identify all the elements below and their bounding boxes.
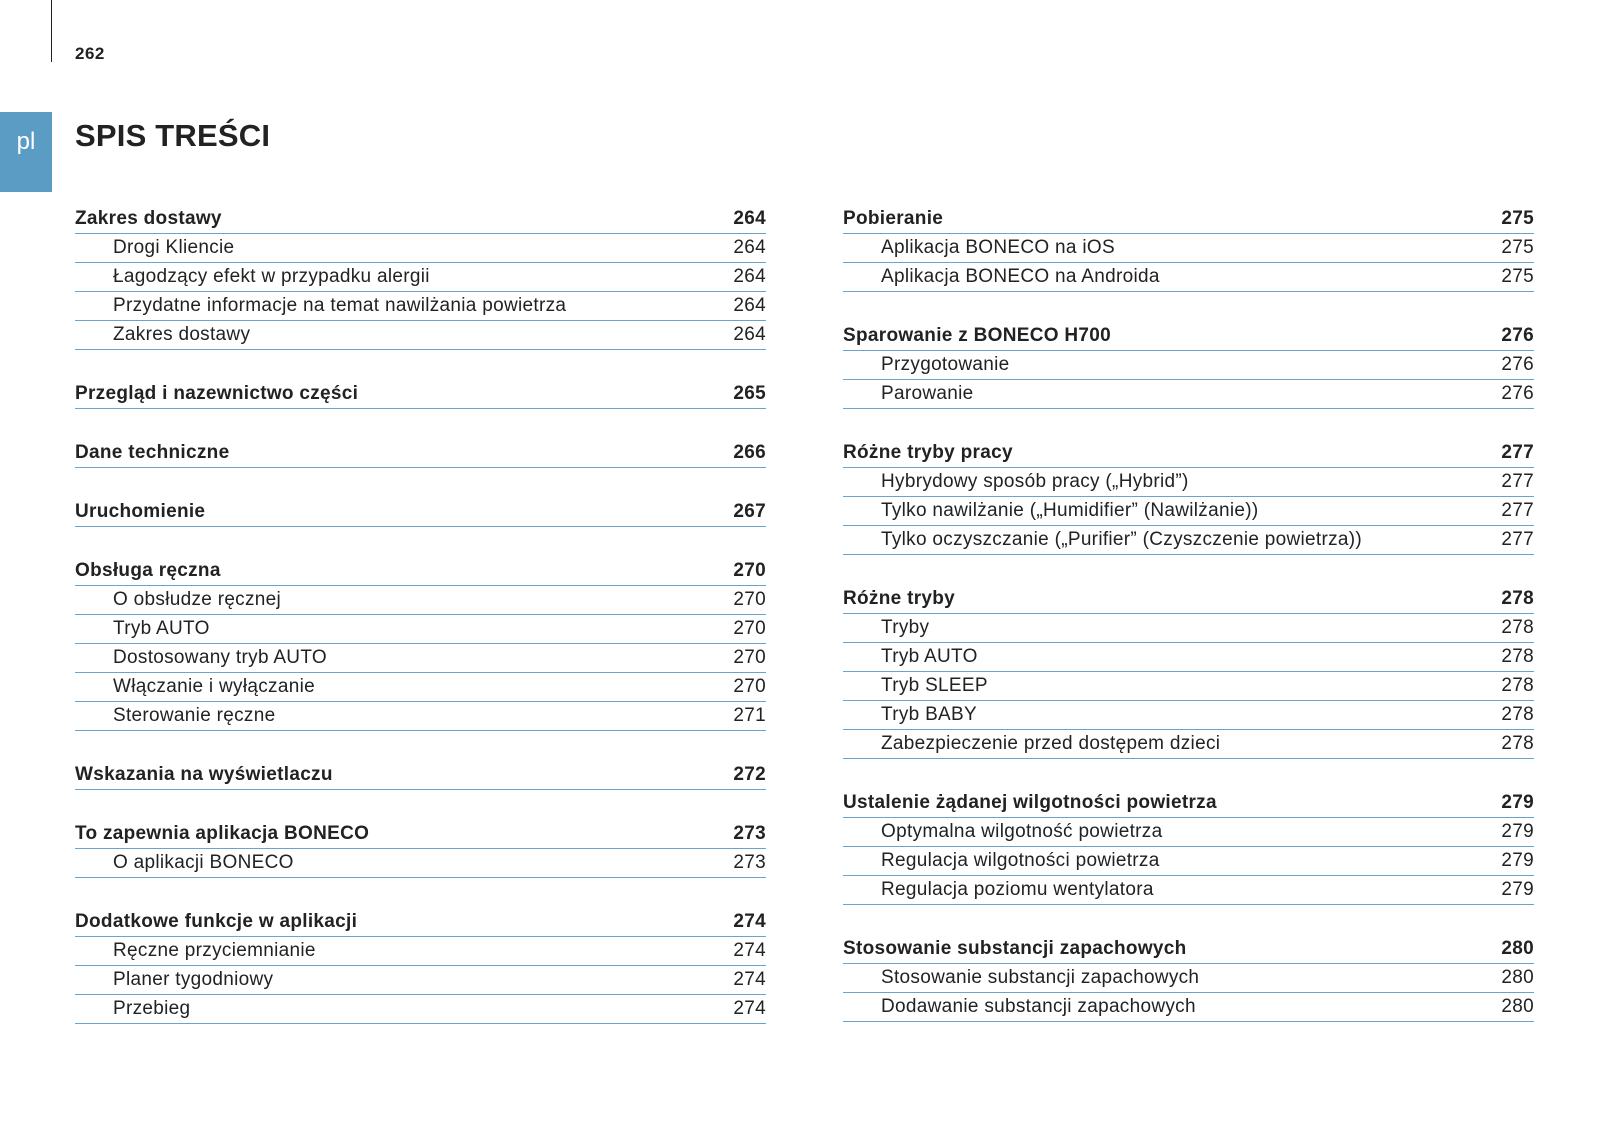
- toc-entry-page: 270: [733, 676, 766, 697]
- toc-entry-page: 276: [1501, 354, 1534, 375]
- toc-entry-title: Ręczne przyciemnianie: [113, 940, 316, 961]
- toc-entry-title: Regulacja poziomu wentylatora: [881, 879, 1154, 900]
- toc-chapter-entry[interactable]: [75, 557, 766, 586]
- toc-entry-page: 270: [733, 560, 766, 581]
- toc-chapter-entry[interactable]: [843, 585, 1534, 614]
- toc-subentry[interactable]: [843, 263, 1534, 292]
- toc-entry-title: Łagodzący efekt w przypadku alergii: [113, 266, 430, 287]
- toc-entry-title: Hybrydowy sposób pracy („Hybrid”): [881, 471, 1189, 492]
- toc-chapter-entry[interactable]: [843, 205, 1534, 234]
- toc-section: [843, 935, 1534, 1022]
- toc-entry-page: 274: [733, 940, 766, 961]
- margin-line: [51, 0, 52, 62]
- toc-entry-page: 278: [1501, 733, 1534, 754]
- toc-section: [75, 908, 766, 1024]
- toc-entry-title: Dostosowany tryb AUTO: [113, 647, 327, 668]
- toc-entry-page: 276: [1501, 383, 1534, 404]
- toc-section: [843, 322, 1534, 409]
- toc-entry-title: Tryb AUTO: [881, 646, 978, 667]
- toc-chapter-entry[interactable]: [75, 908, 766, 937]
- toc-entry-title: Tryb AUTO: [113, 618, 210, 639]
- toc-subentry[interactable]: [843, 730, 1534, 759]
- toc-section: [843, 585, 1534, 759]
- toc-entry-title: Włączanie i wyłączanie: [113, 676, 315, 697]
- toc-entry-title: Przegląd i nazewnictwo części: [75, 383, 359, 404]
- toc-entry-title: Stosowanie substancji zapachowych: [843, 938, 1187, 959]
- toc-entry-page: 264: [733, 237, 766, 258]
- toc-entry-title: Dane techniczne: [75, 442, 230, 463]
- language-tab: pl: [0, 112, 52, 192]
- toc-entry-title: Aplikacja BONECO na iOS: [881, 237, 1115, 258]
- toc-entry-page: 279: [1501, 821, 1534, 842]
- toc-entry-page: 275: [1501, 208, 1534, 229]
- toc-entry-page: 278: [1501, 646, 1534, 667]
- toc-chapter-entry[interactable]: [843, 322, 1534, 351]
- toc-entry-title: O obsłudze ręcznej: [113, 589, 282, 610]
- toc-section: [75, 439, 766, 468]
- toc-section: [843, 439, 1534, 555]
- toc-subentry[interactable]: [843, 614, 1534, 643]
- toc-entry-title: O aplikacji BONECO: [113, 852, 294, 873]
- toc-entry-page: 279: [1501, 879, 1534, 900]
- toc-chapter-entry[interactable]: [75, 761, 766, 790]
- toc-chapter-entry[interactable]: [843, 439, 1534, 468]
- toc-subentry[interactable]: [843, 847, 1534, 876]
- toc-chapter-entry[interactable]: [75, 439, 766, 468]
- toc-section: [843, 789, 1534, 905]
- toc-entry-page: 274: [733, 969, 766, 990]
- toc-entry-title: Dodatkowe funkcje w aplikacji: [75, 911, 358, 932]
- toc-entry-page: 280: [1501, 967, 1534, 988]
- toc-entry-title: Sterowanie ręczne: [113, 705, 276, 726]
- toc-entry-title: Parowanie: [881, 383, 974, 404]
- toc-subentry[interactable]: [75, 937, 766, 966]
- toc-entry-title: Drogi Kliencie: [113, 237, 235, 258]
- toc-subentry[interactable]: [75, 234, 766, 263]
- toc-entry-page: 273: [733, 852, 766, 873]
- toc-entry-page: 277: [1501, 500, 1534, 521]
- toc-subentry[interactable]: [843, 876, 1534, 905]
- toc-section: [75, 380, 766, 409]
- toc-entry-title: Zakres dostawy: [113, 324, 251, 345]
- toc-subentry[interactable]: [843, 468, 1534, 497]
- toc-entry-page: 264: [733, 208, 766, 229]
- toc-left-column: [75, 205, 766, 1054]
- toc-entry-page: 278: [1501, 675, 1534, 696]
- toc-entry-page: 266: [733, 442, 766, 463]
- toc-entry-title: Ustalenie żądanej wilgotności powietrza: [843, 792, 1217, 813]
- toc-subentry[interactable]: [843, 497, 1534, 526]
- toc-entry-title: Tylko nawilżanie („Humidifier” (Nawilżanie)): [881, 500, 1259, 521]
- toc-entry-page: 264: [733, 266, 766, 287]
- toc-subentry[interactable]: [75, 702, 766, 731]
- toc-entry-page: 264: [733, 295, 766, 316]
- toc-subentry[interactable]: [843, 380, 1534, 409]
- toc-entry-title: Tryby: [881, 617, 930, 638]
- toc-entry-page: 277: [1501, 529, 1534, 550]
- toc-subentry[interactable]: [843, 818, 1534, 847]
- toc-right-column: [843, 205, 1534, 1052]
- toc-chapter-entry[interactable]: [75, 380, 766, 409]
- toc-entry-page: 279: [1501, 792, 1534, 813]
- page-title: SPIS TREŚCI: [75, 118, 271, 153]
- toc-subentry[interactable]: [843, 643, 1534, 672]
- toc-subentry[interactable]: [75, 995, 766, 1024]
- toc-entry-title: Optymalna wilgotność powietrza: [881, 821, 1163, 842]
- toc-entry-title: To zapewnia aplikacja BONECO: [75, 823, 370, 844]
- toc-entry-title: Planer tygodniowy: [113, 969, 274, 990]
- toc-entry-page: 278: [1501, 704, 1534, 725]
- toc-entry-page: 277: [1501, 471, 1534, 492]
- toc-subentry[interactable]: [75, 263, 766, 292]
- toc-subentry[interactable]: [75, 615, 766, 644]
- toc-entry-page: 278: [1501, 617, 1534, 638]
- toc-subentry[interactable]: [75, 644, 766, 673]
- toc-section: [75, 820, 766, 878]
- toc-entry-title: Tryb BABY: [881, 704, 977, 725]
- toc-subentry[interactable]: [843, 701, 1534, 730]
- toc-entry-title: Wskazania na wyświetlaczu: [75, 764, 333, 785]
- toc-entry-page: 276: [1501, 325, 1534, 346]
- toc-entry-page: 274: [733, 998, 766, 1019]
- toc-entry-page: 267: [733, 501, 766, 522]
- toc-subentry[interactable]: [75, 321, 766, 350]
- toc-entry-title: Różne tryby: [843, 588, 956, 609]
- toc-entry-title: Tryb SLEEP: [881, 675, 988, 696]
- toc-entry-page: 278: [1501, 588, 1534, 609]
- toc-entry-title: Uruchomienie: [75, 501, 206, 522]
- toc-entry-title: Tylko oczyszczanie („Purifier” (Czyszczenie powietrza)): [881, 529, 1363, 550]
- toc-entry-title: Sparowanie z BONECO H700: [843, 325, 1111, 346]
- toc-entry-title: Dodawanie substancji zapachowych: [881, 996, 1196, 1017]
- toc-entry-title: Różne tryby pracy: [843, 442, 1013, 463]
- toc-entry-page: 280: [1501, 996, 1534, 1017]
- toc-entry-title: Aplikacja BONECO na Androida: [881, 266, 1160, 287]
- toc-chapter-entry[interactable]: [75, 820, 766, 849]
- toc-entry-page: 277: [1501, 442, 1534, 463]
- toc-entry-page: 272: [733, 764, 766, 785]
- toc-subentry[interactable]: [843, 672, 1534, 701]
- toc-subentry[interactable]: [843, 234, 1534, 263]
- toc-entry-page: 270: [733, 647, 766, 668]
- toc-chapter-entry[interactable]: [843, 789, 1534, 818]
- toc-subentry[interactable]: [75, 673, 766, 702]
- toc-section: [75, 557, 766, 731]
- toc-entry-page: 270: [733, 618, 766, 639]
- toc-section: [75, 205, 766, 350]
- toc-entry-title: Przydatne informacje na temat nawilżania powietrza: [113, 295, 567, 316]
- toc-entry-page: 279: [1501, 850, 1534, 871]
- toc-entry-title: Obsługa ręczna: [75, 560, 221, 581]
- toc-subentry[interactable]: [843, 526, 1534, 555]
- toc-section: [75, 498, 766, 527]
- toc-entry-page: 275: [1501, 237, 1534, 258]
- toc-entry-page: 275: [1501, 266, 1534, 287]
- toc-section: [843, 205, 1534, 292]
- toc-entry-page: 273: [733, 823, 766, 844]
- toc-subentry[interactable]: [843, 964, 1534, 993]
- toc-chapter-entry[interactable]: [75, 205, 766, 234]
- toc-subentry[interactable]: [75, 586, 766, 615]
- toc-subentry[interactable]: [843, 351, 1534, 380]
- toc-chapter-entry[interactable]: [843, 935, 1534, 964]
- toc-entry-title: Przygotowanie: [881, 354, 1010, 375]
- page-number: 262: [75, 44, 105, 63]
- toc-subentry[interactable]: [75, 292, 766, 321]
- toc-subentry[interactable]: [843, 993, 1534, 1022]
- toc-entry-title: Stosowanie substancji zapachowych: [881, 967, 1200, 988]
- toc-section: [75, 761, 766, 790]
- toc-entry-page: 274: [733, 911, 766, 932]
- toc-entry-title: Zakres dostawy: [75, 208, 222, 229]
- toc-entry-page: 271: [733, 705, 766, 726]
- toc-entry-title: Pobieranie: [843, 208, 944, 229]
- toc-subentry[interactable]: [75, 849, 766, 878]
- toc-entry-page: 270: [733, 589, 766, 610]
- toc-entry-title: Przebieg: [113, 998, 191, 1019]
- toc-entry-page: 265: [733, 383, 766, 404]
- toc-subentry[interactable]: [75, 966, 766, 995]
- toc-entry-page: 264: [733, 324, 766, 345]
- toc-entry-page: 280: [1501, 938, 1534, 959]
- toc-entry-title: Regulacja wilgotności powietrza: [881, 850, 1160, 871]
- toc-entry-title: Zabezpieczenie przed dostępem dzieci: [881, 733, 1221, 754]
- toc-chapter-entry[interactable]: [75, 498, 766, 527]
